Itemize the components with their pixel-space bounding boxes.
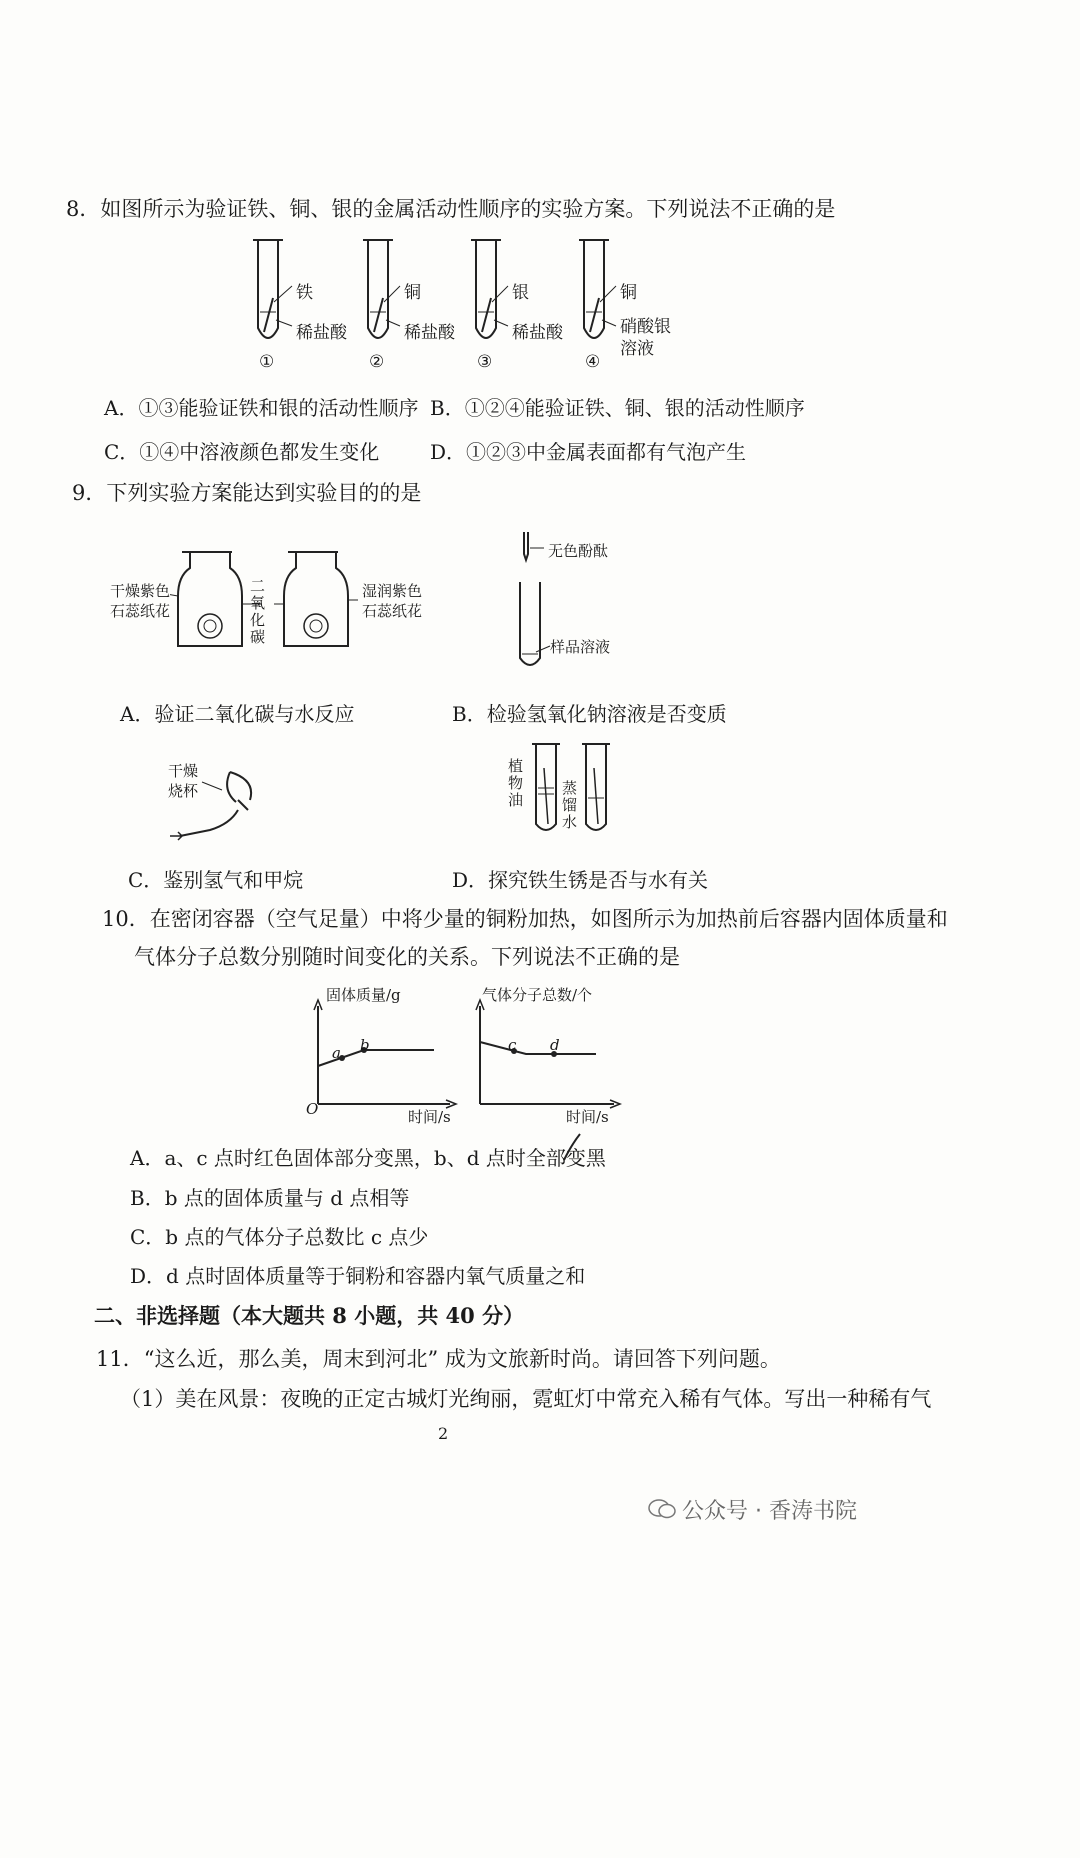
g1-xlabel: 时间/s: [408, 1108, 451, 1126]
q11-stem: 11．“这么近，那么美，周末到河北” 成为文旅新时尚。请回答下列问题。: [96, 1347, 781, 1371]
flower-left: [198, 614, 222, 638]
tube4-solution-line2: 溶液: [620, 339, 654, 359]
wechat-icon: [648, 1498, 676, 1520]
fig-a-right-label-2: 石蕊纸花: [362, 602, 423, 620]
g1-label-a: a: [332, 1044, 341, 1062]
q10-option-d: D．d 点时固体质量等于铜粉和容器内氧气质量之和: [130, 1264, 586, 1288]
q9-stem: 9．下列实验方案能达到实验目的的是: [72, 481, 422, 505]
fig-d-water-label: 蒸 馏 水: [562, 779, 578, 831]
sample-tube: [520, 582, 540, 665]
tube1-solution: 稀盐酸: [296, 323, 347, 343]
q8-option-c: C．①④中溶液颜色都发生变化: [104, 440, 380, 464]
q10-option-b: B．b 点的固体质量与 d 点相等: [130, 1186, 410, 1210]
q8-stem: 8．如图所示为验证铁、铜、银的金属活动性顺序的实验方案。下列说法不正确的是: [66, 197, 836, 221]
q8-option-a: A．①③能验证铁和银的活动性顺序: [104, 396, 419, 420]
watermark-text: 公众号 · 香涛书院: [682, 1499, 857, 1524]
fig-c-label-2: 烧杯: [168, 782, 199, 800]
gas-tube: [180, 810, 238, 836]
section-2-heading: 二、非选择题（本大题共 8 小题，共 40 分）: [94, 1303, 525, 1328]
tube2-metal: 铜: [404, 283, 421, 303]
tube3-metal: 银: [512, 283, 529, 303]
fig-d-oil-label: 植 物 油: [508, 757, 524, 809]
fig-a-left-label-1: 干燥紫色: [110, 582, 171, 600]
q11-sub1: （1）美在风景：夜晚的正定古城灯光绚丽，霓虹灯中常充入稀有气体。写出一种稀有气: [120, 1387, 932, 1411]
fig-a-left-label-2: 石蕊纸花: [110, 602, 171, 620]
tube3-solution: 稀盐酸: [512, 323, 563, 343]
fig-c-label-1: 干燥: [168, 762, 199, 780]
dropper: [524, 532, 528, 560]
tube4-number: ④: [585, 352, 601, 372]
g2-label-c: c: [508, 1036, 517, 1054]
tube-2: [368, 240, 388, 338]
q9-option-a: A．验证二氧化碳与水反应: [120, 702, 355, 726]
q9-option-b: B．检验氢氧化钠溶液是否变质: [452, 702, 727, 726]
fig-b-dropper-label: 无色酚酞: [548, 542, 609, 560]
tube-3: [476, 240, 496, 338]
tube2-solution: 稀盐酸: [404, 323, 455, 343]
g1-ylabel: 固体质量/g: [326, 986, 401, 1004]
q9-option-c: C．鉴别氢气和甲烷: [128, 868, 304, 892]
iron-strip: [264, 298, 273, 332]
q10-stem-line2: 气体分子总数分别随时间变化的关系。下列说法不正确的是: [134, 945, 680, 969]
tube-1: [258, 240, 278, 338]
g2-xlabel: 时间/s: [566, 1108, 609, 1126]
fig-b-sample-label: 样品溶液: [550, 638, 611, 656]
tube1-metal: 铁: [296, 283, 313, 303]
g1-origin: O: [306, 1100, 319, 1118]
fig-a-right-label-1: 湿润紫色: [362, 582, 423, 600]
tube4-solution-line1: 硝酸银: [620, 317, 671, 337]
tube-4: [584, 240, 604, 338]
q8-option-b: B．①②④能验证铁、铜、银的活动性顺序: [430, 396, 805, 420]
g1-label-b: b: [360, 1036, 370, 1054]
q8-option-d: D．①②③中金属表面都有气泡产生: [430, 440, 747, 464]
g2-ylabel: 气体分子总数/个: [482, 986, 593, 1004]
q9-option-d: D．探究铁生锈是否与水有关: [452, 868, 709, 892]
tube2-number: ②: [369, 352, 385, 372]
fig-a-co2-label: 二 氧 化 碳: [250, 577, 266, 646]
tube4-metal: 铜: [620, 283, 637, 303]
q10-option-c: C．b 点的气体分子总数比 c 点少: [130, 1225, 429, 1249]
page-number: 2: [438, 1424, 449, 1443]
flower-right: [304, 614, 328, 638]
q10-option-a: A．a、c 点时红色固体部分变黑，b、d 点时全部变黑: [130, 1146, 606, 1170]
tube1-number: ①: [259, 352, 275, 372]
q10-stem-line1: 10．在密闭容器（空气足量）中将少量的铜粉加热，如图所示为加热前后容器内固体质量和: [102, 907, 948, 931]
g2-label-d: d: [550, 1036, 560, 1054]
tube3-number: ③: [477, 352, 493, 372]
inverted-beaker: [227, 772, 251, 810]
g2-curve: [480, 1042, 596, 1054]
